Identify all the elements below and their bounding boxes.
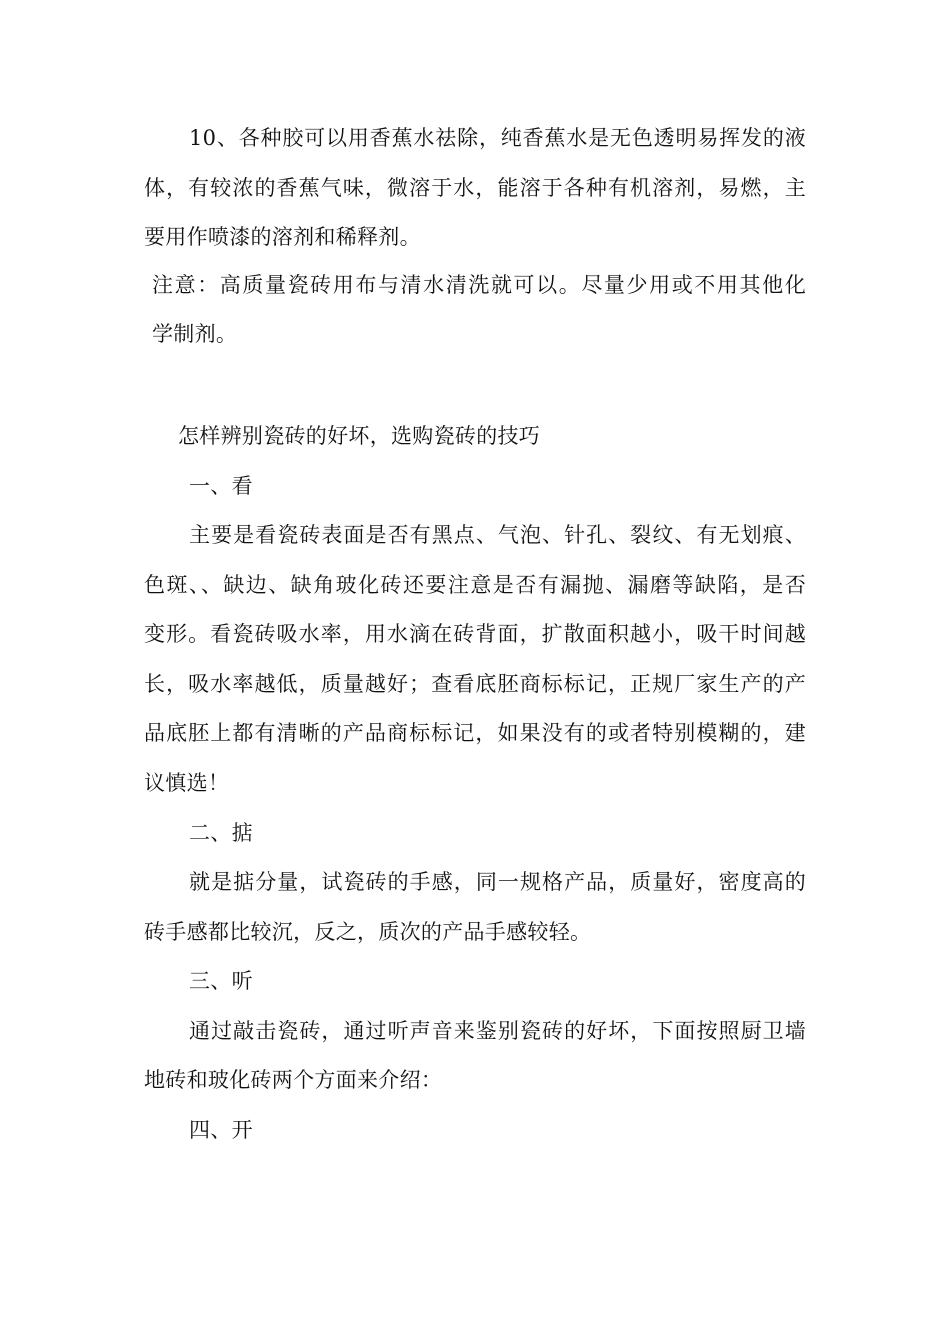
heading-look: 一、看: [189, 474, 253, 498]
heading-open: 四、开: [189, 1118, 253, 1142]
paragraph-look-line-4: 长，吸水率越低，质量越好；查看底胚商标标记，正规厂家生产的产: [144, 672, 806, 696]
heading-listen: 三、听: [189, 969, 253, 993]
section-title: 怎样辨别瓷砖的好坏，选购瓷砖的技巧: [178, 424, 541, 448]
paragraph-weigh-line-1: 就是掂分量，试瓷砖的手感，同一规格产品，质量好，密度高的: [189, 870, 806, 894]
paragraph-look-line-2: 色斑、、缺边、缺角玻化砖还要注意是否有漏抛、漏磨等缺陷，是否: [144, 573, 806, 597]
note-line-2: 学制剂。: [152, 322, 238, 346]
note-line-1: 注意：高质量瓷砖用布与清水清洗就可以。尽量少用或不用其他化: [152, 273, 806, 297]
paragraph-listen-line-2: 地砖和玻化砖两个方面来介绍：: [144, 1068, 443, 1092]
paragraph-weigh-line-2: 砖手感都比较沉，反之，质次的产品手感较轻。: [144, 920, 592, 944]
paragraph-look-line-6: 议慎选！: [144, 771, 230, 795]
paragraph-look-line-3: 变形。看瓷砖吸水率，用水滴在砖背面，扩散面积越小，吸干时间越: [144, 622, 806, 646]
paragraph-look-line-5: 品底胚上都有清晰的产品商标标记，如果没有的或者特别模糊的，建: [144, 721, 806, 745]
paragraph-banana-water-line-3: 要用作喷漆的溶剂和稀释剂。: [144, 225, 421, 249]
paragraph-banana-water-line-2: 体，有较浓的香蕉气味，微溶于水，能溶于各种有机溶剂，易燃，主: [144, 176, 806, 200]
paragraph-listen-line-1: 通过敲击瓷砖，通过听声音来鉴别瓷砖的好坏，下面按照厨卫墙: [189, 1019, 806, 1043]
heading-weigh: 二、掂: [189, 821, 253, 845]
paragraph-look-line-1: 主要是看瓷砖表面是否有黑点、气泡、针孔、裂纹、有无划痕、: [189, 523, 806, 547]
paragraph-banana-water-line-1: 10、各种胶可以用香蕉水祛除，纯香蕉水是无色透明易挥发的液: [189, 126, 806, 150]
